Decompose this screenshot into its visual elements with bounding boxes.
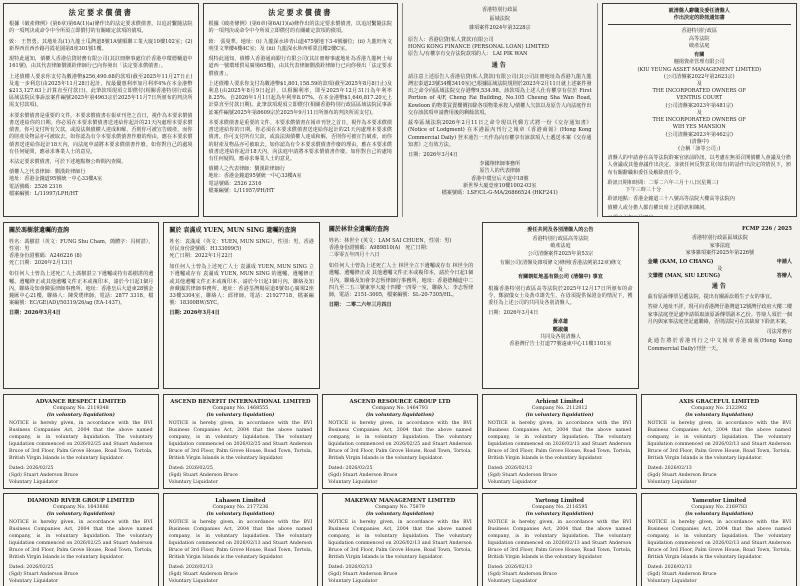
court-line-2: 破產法庭 xyxy=(550,243,571,250)
hearing-body: 清盤人的申請會在高等法院聆案官席前聆訊，以考慮在無須召開債權人會議及分擔人會議或其他會議作出決定、並就任何反對意見(如有)的話作出決定的情況下，頒布有關辭職和委任及解除責任令。 xyxy=(607,155,791,176)
notice-intro: 根據《破產條例》(第6章)第6A(1)(a)條作出的法定要求償債書，以追討繫隨法院的一項判決或命令中今所須立即償付的有關確定款項的債項。 xyxy=(9,21,193,35)
company-number: Company No. 75879 xyxy=(375,505,425,511)
notice-body: NOTICE is hereby given, in accordance with the BVI Business Companies Act, 2004 that the above named company, is in voluntary liquidation. The voluntary liquidation commenced on 2026/02/25 and Stuart Anderson Bruce of 3rd Floor, Palm Grove House, Road Town, Tortola, British Virgin Islands is the voluntary liquidator. xyxy=(9,520,153,560)
notice-body: NOTICE is hereby given, in accordance with the BVI Business Companies Act, 2004 that the above named company, is in voluntary liquidation. The voluntary liquidation commenced on 2026/02/13 and Stuart Anderson Bruce of 3rd Floor, Palm Grove House, Road Town, Tortola, British Virgin Islands is the voluntary liquidator. xyxy=(487,520,632,560)
liquidation-status: (in voluntary liquidation) xyxy=(365,511,435,518)
deceased-id: 香港身份證號碼：A246226 (8) xyxy=(9,252,82,259)
court-line-1: 香港特別行政區區域法院 xyxy=(691,235,748,242)
deceased-name: 姓名：袁滿成（英文：YUEN, MUN SING），性別：男，香港居民身份證號碼：H133099(5) xyxy=(169,238,314,252)
bvi-notice xyxy=(482,493,638,586)
lawyer-phone: 電話號碼：2526 2316 xyxy=(9,183,63,190)
signature-line: (Sgd) Stuart Anderson Bruce xyxy=(328,473,398,479)
court-division: 破產法庭 xyxy=(689,42,710,49)
liquidation-status: (in voluntary liquidation) xyxy=(525,511,594,518)
file-number: 檔案號碼：LSF/CL-G-MA/26866524 (HKF241) xyxy=(441,190,558,197)
case-number: 雜項案件2024年第3228宗 xyxy=(468,25,531,32)
file-number: 檔案編號：L/11957/PH/HT xyxy=(208,187,275,194)
bvi-notice-row-2 xyxy=(3,493,797,586)
company-3-name: THE INCORPORATED OWNERS OF xyxy=(652,117,746,124)
company-name: Lahasen Limited xyxy=(215,498,266,504)
inquiry-body: 如任何人士曾為上述死亡人士 林世全立下遺囑或存有 林世全的遺囑、遺囑修正或 其他遺囑文件正本或複印本，請於今日起1個月內，聯絡及知會李志恆律師行事務所，地址：香港德輔道中二四九至二五三號東寧大廈十四樓一四零一室，聯絡人：李志恆律師，電話：2151-3005，檔案編號：SL-20-7305/HL。 xyxy=(328,263,474,299)
family-court-notice xyxy=(643,222,797,389)
notice-body: NOTICE is hereby given, in accordance with the BVI Business Companies Act, 2004 that the above named company, is in voluntary liquidation. The voluntary liquidation commenced on 2026/02/13 and Stuart Anderson Bruce of 3rd Floor, Palm Grove House, Road Town, Tortola, British Virgin Islands is the voluntary liquidator. xyxy=(647,421,791,461)
bvi-notice xyxy=(482,394,638,489)
inquiry-title: 關於馮樹湛遺囑的查詢 xyxy=(9,227,70,234)
bvi-notice xyxy=(641,493,797,586)
bvi-notice xyxy=(3,394,159,489)
company-1-name-en: (KIU YEUNG ASSET MANAGEMENT LIMITED) xyxy=(637,66,762,73)
respondent-name: 文肇樑 (MAN, SIU LEUNG) xyxy=(647,273,721,280)
inquiry-body: 如任何人士曾為上述死亡人士 袁滿成 YUEN, MUN SING 立下遺囑或存有 袁滿成 YUEN, MUN SING 的遺囑、遺囑修正或其他遺囑文件正本或複印本，請於今日起1個月內，聯絡及知會戴國洪律師事務所，地址：香港荃灣楊屋道8號如心廣場2座33樓3304室，聯絡人：邱律師，電話：21927718，檔案編號：18300BW/SYC。 xyxy=(169,264,314,307)
signer-role: Voluntary Liquidator xyxy=(9,480,59,486)
firm-address-2: 新世界大廈壹座10樓1002-03室 xyxy=(463,182,537,189)
company-2-name: THE INCORPORATED OWNERS OF xyxy=(652,88,746,95)
deceased-name: 姓名：馮樹湛（英文：FUNG Shu Cham，簡體字：冯树湛），性別：男 xyxy=(9,238,154,252)
death-date: 二零零五年四月十八日 xyxy=(328,251,380,258)
demand-amount: 上述債權人要求你支付為數港幣$256,490.68的款項(截至2025年11月27日止)及進一步利息(由2025年11月28日起計，按最優惠利率加月利率4%在本金港幣$213,127.63上計算直至付款日)。此筆款項現須立即償付(相關香港特別行政區區域法院民事訴訟案件編號2025年第4963宗於2025年11月7日所頒布的判決所需支付款項)。 xyxy=(9,73,193,109)
hearing-date xyxy=(608,215,792,217)
re-line-3: 有關朝虹地基有限公司 (清盤中) 事宜 xyxy=(518,274,603,281)
notice-body: NOTICE is hereby given, in accordance with the BVI Business Companies Act, 2004 that the above named company, is in voluntary liquidation. The voluntary liquidation commenced on 2026/02/13 and Stuart Anderson Bruce of 3rd Floor, Palm Grove House, Road Town, Tortola, British Virgin Islands is the voluntary liquidator. xyxy=(487,421,632,461)
applicant-role: 申請人 xyxy=(776,259,793,266)
notice-body-1: 茲有原訴傳票呈遞法院，提出有關訴訟婚生子女的事宜。 xyxy=(647,294,775,301)
company-number: Company No. 2177236 xyxy=(212,505,269,511)
plaintiff-en: HONG KONG FINANCE (PERSONAL LOAN) LIMITED xyxy=(408,43,550,50)
court-region: 香港特別行政區 xyxy=(481,7,518,13)
dated-line: Dated: 2026/02/13 xyxy=(487,565,533,571)
bvi-notice xyxy=(3,493,159,586)
entitled-person: 原告人/有權享有交存法院款項的人： LAI PIK WAN xyxy=(408,51,528,58)
company-1-case: (公司清盤案2022年第2623宗) xyxy=(663,73,735,80)
company-2-name-b: VENTRIS COURT xyxy=(676,95,723,102)
dated-line: Dated: 2026/02/13 xyxy=(328,565,373,571)
company-2-case: (公司清盤案2023年第481宗) xyxy=(665,102,733,109)
inquiry-date: 日期：2026年3月4日 xyxy=(9,310,61,317)
liquidator-appointment-notice xyxy=(482,222,638,389)
demand-amount: 上述債權人要求你支付為數港幣$1,801,158.59的款項(截至2025年8月8日止)及利息(由2025年8月9日起計，以相關利率，即至2025年12月31日為年利率8.25%、自2026年1月1日起為年利率8.07%，在本金港幣$1,646,817.20元上計算直至付款日期)。此筆款項現須立即償付(相關香港特別行政區區域法院民事訴訟案件編號2025年第8609宗於2025年9月11日所頒布的判決所需支付)。 xyxy=(208,80,392,116)
inquiry-title: 關於林世全遺囑的查詢 xyxy=(328,226,389,233)
and-1: 及 xyxy=(696,80,702,87)
applicant-name: 金曦 (KAM, LO CHANG) xyxy=(647,259,714,266)
signer-2: 鄭淑儀 xyxy=(552,326,569,333)
deceased-name: 姓名：林世全 (英文：LAM SAI CHUEN，性別：男) xyxy=(328,237,452,244)
lawyer-address: 地址：香港金鐘道95號統一中心33樓A室 xyxy=(9,176,103,183)
notice-heading: 通告 xyxy=(491,62,508,70)
liquidator-hearing-notice xyxy=(602,3,798,217)
registrar-line: 司法常務官 xyxy=(766,329,793,336)
appointment-body: 根據香港特別行政區高等法院於2025年12月17日所頒布的命令，鄭淑儀女士及黃卓雄先生，在毋須提供保證金的情況下，獲委任為上述公司的共同及各別清盤人。 xyxy=(488,285,633,306)
notice-body: NOTICE is hereby given, in accordance with the BVI Business Companies Act, 2004 that the above named company, is in voluntary liquidation. The voluntary liquidation commenced on 2026/02/25 and Stuart Anderson Bruce of 3rd Floor, Palm Grove House, Road Town, Tortola, British Virgin Islands is the voluntary liquidator. xyxy=(168,421,313,461)
company-3-case: (公司清盤案2023年第462宗) xyxy=(665,131,733,138)
dated-line: Dated: 2026/02/13 xyxy=(647,565,692,571)
signature-line: (Sgd) Stuart Anderson Bruce xyxy=(647,572,717,578)
law-firm: 李國翔律師事務所 xyxy=(479,161,521,168)
bvi-notice xyxy=(163,493,319,586)
respondent-row xyxy=(648,273,792,280)
and-label: 及 xyxy=(717,266,723,273)
middle-notice-row xyxy=(3,222,797,389)
signer-role: Voluntary Liquidator xyxy=(328,579,378,585)
appointment-date: 日期：2026年3月4日 xyxy=(488,310,539,317)
hearing-where: 聆訊地點：香港金鐘道三十八號高等法院大樓高等法院內 xyxy=(607,196,735,203)
liquidation-status: (in voluntary liquidation) xyxy=(685,412,754,419)
signature-line: (Sgd) Stuart Anderson Bruce xyxy=(487,473,557,479)
signer-address: 香港灣仔告士打道77號遠東中心11樓1101室 xyxy=(509,341,612,348)
signer-1: 黃卓雄 xyxy=(552,319,569,326)
company-3-name-b: WIH YES MANSION xyxy=(672,124,726,131)
lawyer-line: 債權人之代表律師：劉漢銓律師行 xyxy=(208,166,285,173)
signer-role: Voluntary Liquidator xyxy=(487,579,538,585)
file-number: 檔案編號：L/11997/LPH/HT xyxy=(9,190,79,197)
company-name: AXIS GRACEFUL LIMITED xyxy=(679,399,760,405)
together-line: (合稱「該等公司」) xyxy=(678,145,721,152)
signer-role: 共同及各別清盤人 xyxy=(540,333,581,340)
debtor-line: 致： 王智勇。其地址為(1)九龍土瓜灣道8號1A號順聯工業大廈10樓102室；(2)新界西貢西沙路丹霞花園第8座301號1樓。 xyxy=(9,38,193,52)
death-date: 死亡日期：2026年2月13日 xyxy=(9,260,73,267)
notice-body: NOTICE is hereby given, in accordance with the BVI Business Companies Act, 2004 that the above named company, is in voluntary liquidation. The voluntary liquidation commenced on 2026/02/13 and Stuart Anderson Bruce of 3rd Floor, Palm Grove House, Road Town, Tortola, British Virgin Islands is the voluntary liquidator. xyxy=(328,520,472,560)
dated-line: Dated: 2026/02/25 xyxy=(9,466,54,472)
signer-role: Voluntary Liquidator xyxy=(168,480,218,486)
notice-title: 法定要求償債書 xyxy=(68,8,133,17)
lawyer-line: 債權人之代表律師：劉漢銓律師行 xyxy=(9,169,86,176)
company-number: Company No. 1464793 xyxy=(372,406,428,412)
court-name: 區域法院 xyxy=(489,16,510,23)
company-name: Yamentor Limited xyxy=(692,498,747,504)
liquidation-status: (in voluntary liquidation) xyxy=(46,412,115,419)
company-number: Company No. 1468555 xyxy=(212,406,269,412)
company-name: ASCEND BENEFIT INTERNATIONAL LIMITED xyxy=(170,399,311,405)
case-number: 公司清盤案件2025年第53宗 xyxy=(527,250,594,257)
signer-role: Voluntary Liquidator xyxy=(487,480,538,486)
statutory-demand-notice-1 xyxy=(3,3,199,217)
signer-role: Voluntary Liquidator xyxy=(168,579,218,585)
deceased-id: 香港身份證號碼：A989810(A) 死亡日期： xyxy=(328,244,431,251)
hearing-time: 下午三時三十分 xyxy=(625,187,662,194)
court-line-2: 家事法庭 xyxy=(709,242,731,249)
bvi-notice xyxy=(322,493,478,586)
lawyer-phone: 電話號碼：2526 2316 xyxy=(208,180,262,187)
company-1-name: 翹揚資產管理有限公司 xyxy=(673,59,725,66)
hearing-title-line1: 就清盤人辭職及委任清盤人 xyxy=(668,8,730,14)
company-number: Company No. 2119348 xyxy=(52,406,109,412)
warning-text: 本要求償債書是重要的文件。本要求償債書在報章刊登之首日，視作為本要求償債書送達給你的日期。你必須在本要求償債書送達給你起計的21天內處理本要求償債書。你可支付所有欠款，或設法與債權人達成和解，否則你可被宣告破產，而你的財產及物品亦可被取去。如你認為有令本要求償債書作廢的理由，應在本要求償債書送達給你起計18天內，向法庭申請將本要求償債書作廢。如你對自己的處境有任何疑問，應尋求專業人士的意見。 xyxy=(208,119,392,162)
notice-body: NOTICE is hereby given, in accordance with the BVI Business Companies Act, 2004 that the above named company, is in voluntary liquidation. The voluntary liquidation commenced on 2026/02/13 and Stuart Anderson Bruce of 3rd Floor, Palm Grove House, Road Town, Tortola, British Virgin Islands is the voluntary liquidator. xyxy=(168,520,313,560)
company-name: ADVANCE RESPECT LIMITED xyxy=(35,399,126,405)
company-name: Yartong Limited xyxy=(535,498,584,504)
company-number: Company No. 2169783 xyxy=(691,505,748,511)
signature-line: (Sgd) Stuart Anderson Bruce xyxy=(487,572,557,578)
company-name: DIAMOND RIVER GROUP LIMITED xyxy=(27,498,135,504)
dated-line: Dated: 2026/02/13 xyxy=(487,466,533,472)
plaintiff-cn: 原告人：香港信貸(私人貸款)有限公司 xyxy=(408,36,494,43)
re-line-2: 及 xyxy=(557,267,563,274)
notice-body: NOTICE is hereby given, in accordance with the BVI Business Companies Act, 2004 that the above named company, is in voluntary liquidation. The voluntary liquidation commenced on 2026/02/25 and Stuart Anderson Bruce of 3rd Floor, Palm Grove House, Road Town, Tortola, British Virgin Islands is the voluntary liquidator. xyxy=(328,421,472,461)
re-line-1: 有關公司(清盤及雜項條文)條例(香港法例第32章)條文 xyxy=(499,259,622,266)
signature-line: (Sgd) Stuart Anderson Bruce xyxy=(168,473,238,479)
notice-body: NOTICE is hereby given, in accordance with the BVI Business Companies Act, 2004 that the above named company, is in voluntary liquidation. The voluntary liquidation commenced on 2026/02/13 and Stuart Anderson Bruce of 3rd Floor, Palm Grove House, Road Town, Tortola, British Virgin Islands is the voluntary liquidator. xyxy=(647,520,791,560)
inquiry-title: 關於 袁滿成 YUEN, MUN SING 遺囑的查詢 xyxy=(169,227,297,234)
court-line-1: 香港特別行政區高等法院 xyxy=(532,236,589,243)
will-inquiry-yuen xyxy=(163,222,319,389)
notice-body-3: 此通告將於香港刊行之中文報章香港商報(Hong Kong Commercial Daily)刊登一天。 xyxy=(647,338,793,352)
inquiry-body: 如任何人士曾為上述死亡人士馮樹湛立下遺囑或持有馮樹湛的遺囑、遺囑修正或其他遺囑文件正本或複印本，請於今日起1個月內，聯絡及知會陳張律師事務所，地址：香港皇后大道東28號金鐘匯中心21樓，聯絡人：陳愛瑤律師，電話：2877 3318，檔案編號：EC/GE(AD)/50319/26/ag (EA-1437)。 xyxy=(9,271,154,307)
company-name: ASCEND RESOURCE GROUP LTD xyxy=(349,399,451,405)
liquidation-status: (in voluntary liquidation) xyxy=(685,511,754,518)
signer-role: Voluntary Liquidator xyxy=(647,480,697,486)
creditor-line: 現特此通知，債權人香港通商銀行有限公司(其註冊辦事處地址為香港九龍柯士甸道西一號環球貿易廣場65樓)，由其代表律師劉漢銓律師行已向你發出「法定要求償債書」。 xyxy=(208,56,392,77)
dated-line: Dated: 2026/02/13 xyxy=(647,466,692,472)
case-number: 家事雜項案件2025年第226號 xyxy=(685,249,755,256)
hearing-title-block xyxy=(608,8,792,25)
and-2: 及 xyxy=(696,109,702,116)
inspect-line: 本法定要求償債書，可於下述地點辦公時間內查閱。 xyxy=(9,158,127,165)
signature-line: (Sgd) Stuart Anderson Bruce xyxy=(168,572,238,578)
notice-date: 日期：2026年3月4日 xyxy=(408,152,459,159)
liquidation-status: (in voluntary liquidation) xyxy=(525,412,594,419)
firm-address-1: 香港中環皇后大道中18號 xyxy=(471,175,529,182)
signature-line: (Sgd) Stuart Anderson Bruce xyxy=(9,572,79,578)
will-inquiry-fung xyxy=(3,222,159,389)
company-number: Company No. 1643886 xyxy=(52,505,109,511)
notice-intro: 根據《破產條例》(第6章)第6A(1)(a)條作出的法定要求償債書，以追討繫隨法院的一項判決或命令中今所須立即償付的有關確定款項的債項。 xyxy=(208,21,392,35)
signature-line: (Sgd) Stuart Anderson Bruce xyxy=(647,473,717,479)
inquiry-date: 日期: 2026年3月4日 xyxy=(169,310,220,317)
district-court-notice xyxy=(402,3,598,217)
firm-role: 原告人的代表律師 xyxy=(479,168,521,175)
signer-role: Voluntary Liquidator xyxy=(328,480,378,486)
notice-heading: 通告 xyxy=(711,282,728,290)
dated-line: Dated: 2026/02/13 xyxy=(168,565,213,571)
dated-line: Dated: 2026/02/25 xyxy=(9,565,54,571)
bvi-notice xyxy=(322,394,478,489)
dated-line: Dated: 2026/02/25 xyxy=(168,466,213,472)
respondent-role: 答辯人 xyxy=(776,273,793,280)
bvi-notice xyxy=(641,394,797,489)
notice-body-2: 答辯人地址不詳，現可向香港灣仔港灣道12號灣仔政府大樓二樓家事法庭登記處申請領取該原訴傳票副本乙份。答辯人須於一個月內與家事法庭登記處聯絡，否則法院可在其缺席下聆訊本案。 xyxy=(647,304,793,325)
dated-line: Dated: 2026/02/25 xyxy=(328,466,373,472)
liquidation-status: (in voluntary liquidation) xyxy=(365,412,435,419)
signer-role: Voluntary Liquidator xyxy=(647,579,697,585)
inquiry-date: 日期： 二零二六年三月四日 xyxy=(328,302,392,309)
statutory-demand-notice-2 xyxy=(203,3,399,217)
notice-body-1: 請注意上述原告人香港信貸(私人貸款)有限公司(其公司註冊地址為香港九龍九龍灣宏泰道23號34樓3410室)已根據區域法院規則於2023年2月11日就上述案件發出之命令向區域法院交存港幣9,534.98。該款項為上述人仕有權享有位於 First Portion of 4/F, Cheng Fai Building, No.105 Cheung Sha Wan Road, Kowloon 的物業買賣樓價扣除各項物業承按人/債權人欠款以及原告人向法庭作出交存該款項申請費用後的剩餘款項。 xyxy=(408,73,592,116)
notice-body-2: 茲奉區域法院2026年2月11日之命令現以代郵方式將一份《交存通知書》(Notice of Lodgment) 在本港區內刊行之報章《香港商報》(Hong Kong Commercial Daily) 登本通告一天作為向有權享有該款項人士遞送本案《交存通知書》之有效方法。 xyxy=(408,120,592,148)
notice-title: 法定要求償債書 xyxy=(268,8,333,17)
top-notice-row xyxy=(3,3,797,217)
liquidation-status: (in voluntary liquidation) xyxy=(206,412,275,419)
creditor-line: 現特此通知，債權人香港信貸財務有限公司(其註冊辦事處位於香港中環德輔道中161號)，由其代表律師劉漢銓律師行已向你發出「法定要求償債書」。 xyxy=(9,56,193,70)
liquidation-status: (in voluntary liquidation) xyxy=(46,511,115,518)
re-label: 有關 xyxy=(694,52,705,59)
signer-role: Voluntary Liquidator xyxy=(9,579,59,585)
debtor-line: 致： 張曼華。地址：(i) 九龍深水埗青山道475號地下3-4號舖位；(ii) 九龍旺角文明里文華樓4樓4C室；及 (iii) 九龍深水埗西邨榮昌樓2樓C室。 xyxy=(208,38,392,52)
company-number: Company No. 2112812 xyxy=(531,406,588,412)
hearing-rights: 債權人或分擔人都有權出席上述聆訊和陳詞。 xyxy=(607,205,710,212)
company-name: Arhient Limited xyxy=(535,399,584,405)
notice-body: NOTICE is hereby given, in accordance with the BVI Business Companies Act, 2004 that the above named company, is in voluntary liquidation. The voluntary liquidation commenced on 2026/02/25 and Stuart Anderson Bruce of 3rd Floor, Palm Grove House, Road Town, Tortola, British Virgin Islands is the voluntary liquidator. xyxy=(9,421,153,461)
signature-line: (Sgd) Stuart Anderson Bruce xyxy=(328,572,398,578)
signature-line: (Sgd) Stuart Anderson Bruce xyxy=(9,473,79,479)
company-number: Company No. 2116595 xyxy=(531,505,588,511)
lawyer-address: 地址：香港金鐘道95號統一中心33樓A室 xyxy=(208,173,302,180)
court-region: 香港特別行政區 xyxy=(681,28,718,35)
appointment-title: 委任共同及各別清盤人的公告 xyxy=(527,227,594,233)
will-inquiry-lam xyxy=(324,222,478,389)
hearing-title-line2: 作出決定的聆訊通知書 xyxy=(673,15,725,22)
case-reference: FCMP 226 / 2025 xyxy=(741,226,793,232)
court-name: 高等法院 xyxy=(689,35,710,42)
company-name: MAKEWAY MANAGEMENT LIMITED xyxy=(344,498,456,504)
death-date: 死亡日期：2022年1月22日 xyxy=(169,252,233,259)
liquidation-status: (in voluntary liquidation) xyxy=(206,511,275,518)
bvi-notice-row-1 xyxy=(3,394,797,489)
bvi-notice xyxy=(163,394,319,489)
status-line: (清盤中) xyxy=(689,138,709,145)
warning-text: 本要求償債書是重要的文件。本要求償債書在報章刊登之首日，視作為本要求償債書送達給你的日期。你必須在本要求償債書送達給你起計的21天內處理本要求償債書。你可支付所有欠款，或設法與債權人達成和解，否則你可被宣告破產，而你的財產及物品亦可被取去。如你認為有令本要求償債書作廢的理由，應在本要求償債書送達給你起計18天內，向法庭申請將本要求償債書作廢。如你對自己的處境有任何疑問，應尋求專業人士的意見。 xyxy=(9,112,193,155)
hearing-when: 聆訊日期和時間：二零二六年三月十八日(星期三) xyxy=(607,179,719,186)
company-number: Company No. 2122902 xyxy=(691,406,748,412)
